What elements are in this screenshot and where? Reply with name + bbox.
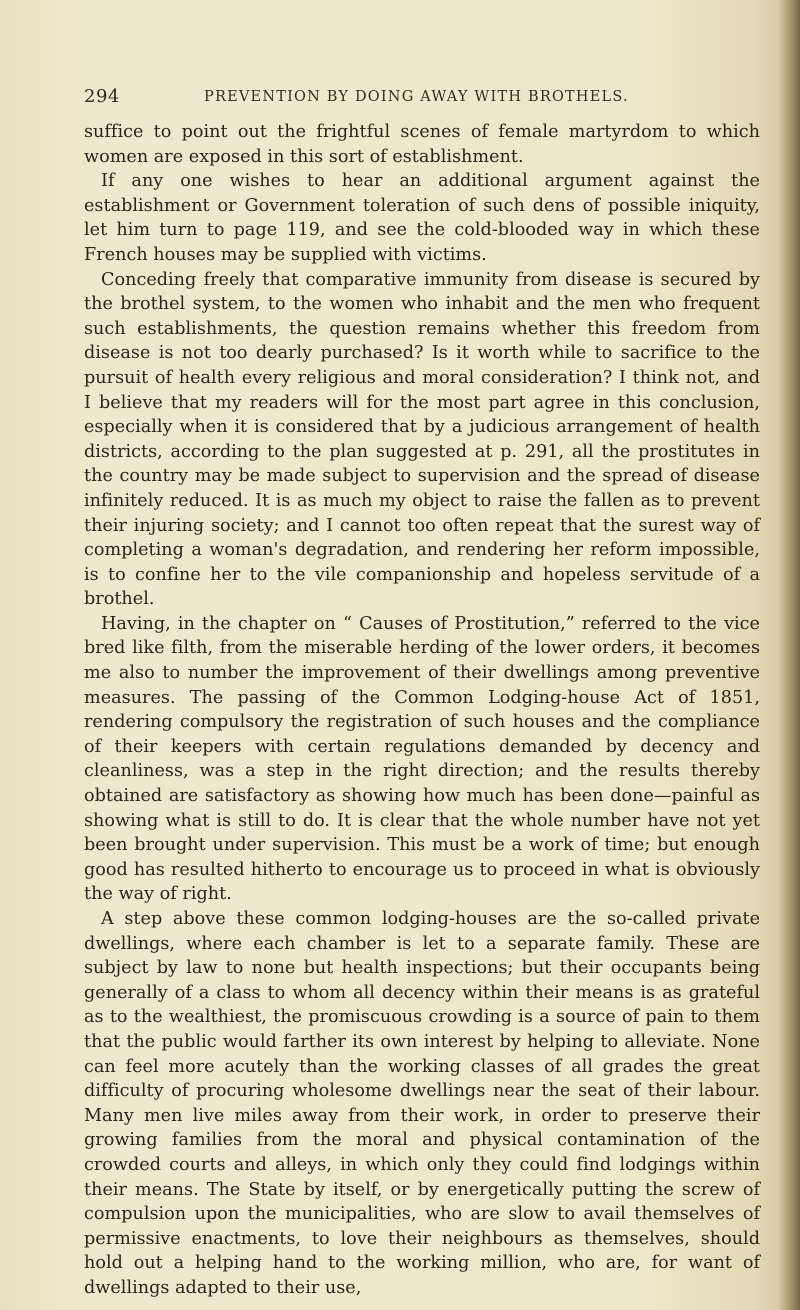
page-number: 294 xyxy=(84,86,120,107)
running-head xyxy=(84,86,744,110)
paragraph: Having, in the chapter on “ Causes of Prostitution,” referred to the vice bred like filth, from the miserable herding of the lower orders, it becomes me also to number the improvement of their dwellings among preventive measures. The passing of the Common Lodging-house Act of 1851, rendering compulsory the registration of such houses and the compliance of their keepers with certain regulations demanded by decency and cleanliness, was a step in the right direction; and the results thereby obtained are satisfactory as showing how much has been done—painful as showing what is still to do. It is clear that the whole number have not yet been brought under supervision. This must be a work of time; but enough good has resulted hitherto to encourage us to proceed in what is obviously the way of right. xyxy=(84,613,760,905)
body-text xyxy=(84,120,760,1301)
paragraph: Conceding freely that comparative immunity from disease is secured by the brothel system, to the women who inhabit and the men who frequent such establishments, the question remains whether this freedom from disease is not too dearly purchased? Is it worth while to sacrifice to the pursuit of health every religious and moral consideration? I think not, and I believe that my readers will for the most part agree in this conclusion, especially when it is considered that by a judicious arrangement of health districts, according to the plan suggested at p. 291, all the prostitutes in the country may be made subject to supervision and the spread of disease infinitely reduced. It is as much my object to raise the fallen as to prevent their injuring society; and I cannot too often repeat that the surest way of completing a woman's degradation, and rendering her reform impossible, is to confine her to the vile companionship and hopeless servitude of a brothel. xyxy=(84,269,760,610)
page-binding-edge xyxy=(778,0,800,1310)
paragraph: If any one wishes to hear an additional argument against the establishment or Government toleration of such dens of possible iniquity, let him turn to page 119, and see the cold-blooded way in which these French houses may be supplied with victims. xyxy=(84,171,760,265)
paragraph: A step above these common lodging-houses are the so-called private dwellings, where each chamber is let to a separate family. These are subject by law to none but health inspections; but their occupants being generally of a class to whom all decency within their means is as grateful as to the wealthiest, the promiscuous crowding is a source of pain to them that the public would farther its own interest by helping to alleviate. None can feel more acutely than the working classes of all grades the great difficulty of procuring wholesome dwellings near the seat of their labour. Many men live miles away from their work, in order to preserve their growing families from the moral and physical contamination of the crowded courts and alleys, in which only they could find lodgings within their means. The State by itself, or by energetically putting the screw of compulsion upon the municipalities, who are slow to avail themselves of permissive enactments, to love their neighbours as themselves, should hold out a helping hand to the working million, who are, for want of dwellings adapted to their use, xyxy=(84,909,760,1298)
paragraph-continued: suffice to point out the frightful scenes of female martyrdom to which women are exposed in this sort of establishment. xyxy=(84,122,760,167)
running-head-title: PREVENTION BY DOING AWAY WITH BROTHELS. xyxy=(204,89,629,105)
